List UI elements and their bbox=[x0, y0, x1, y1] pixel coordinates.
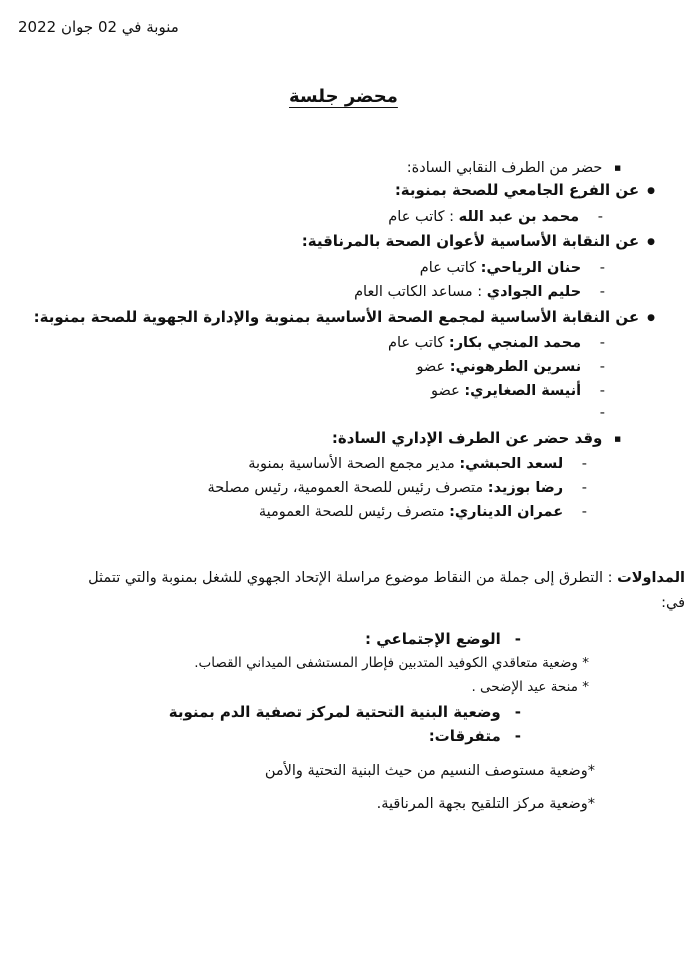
misc-item: *وضعية مركز التلقيح بجهة المرناقية. bbox=[376, 796, 595, 812]
attendance-intro: ■ حضر من الطرف النقابي السادة: bbox=[407, 161, 621, 176]
empty-dash: - bbox=[599, 405, 605, 421]
date-line: منوبة في 02 جوان 2022 bbox=[18, 18, 179, 36]
member-row bbox=[431, 384, 605, 399]
member-name: محمد بن عبد الله bbox=[458, 209, 580, 225]
member-row bbox=[420, 261, 605, 276]
deliberations-continuation: في: bbox=[661, 595, 685, 611]
member-name: أنيسة الصغايري: bbox=[464, 383, 582, 399]
deliberations-label: المداولات bbox=[617, 570, 685, 586]
dialysis-topic: - وضعية البنية التحتية لمركز تصفية الدم بمنوبة bbox=[169, 705, 521, 720]
member-role: متصرف رئيس للصحة العمومية، رئيس مصلحة bbox=[207, 480, 484, 496]
member-role: : كاتب عام bbox=[388, 209, 455, 225]
social-heading: - الوضع الإجتماعي : bbox=[365, 632, 521, 647]
misc-heading: - متفرقات: bbox=[429, 729, 521, 744]
member-row bbox=[207, 481, 587, 496]
social-item: * وضعية متعاقدي الكوفيد المتدبين فإطار المستشفى الميداني القصاب. bbox=[194, 655, 589, 671]
member-name: نسرين الطرهوني: bbox=[449, 359, 582, 375]
deliberations-text: : التطرق إلى جملة من النقاط موضوع مراسلة الإتحاد الجهوي للشغل بمنوبة والتي تتمثل bbox=[88, 570, 613, 586]
member-role: كاتب عام bbox=[419, 260, 477, 276]
member-name: حنان الرياحي: bbox=[480, 260, 582, 276]
member-role: متصرف رئيس للصحة العمومية bbox=[258, 504, 445, 520]
member-name: عمران الديناري: bbox=[449, 504, 564, 520]
member-row bbox=[388, 210, 603, 225]
member-name: لسعد الحبشي: bbox=[459, 456, 564, 472]
admin-heading: ■ وقد حضر عن الطرف الإداري السادة: bbox=[332, 431, 621, 446]
member-name: رضا بوزيد: bbox=[487, 480, 564, 496]
member-name: محمد المنجي بكار: bbox=[448, 335, 582, 351]
member-name: حليم الجوادي bbox=[486, 284, 582, 300]
social-item: * منحة عيد الإضحى . bbox=[471, 679, 589, 695]
member-role: : مساعد الكاتب العام bbox=[354, 284, 483, 300]
member-role: عضو bbox=[416, 359, 446, 375]
deliberations-paragraph bbox=[88, 571, 685, 586]
member-row bbox=[354, 285, 605, 300]
misc-item: *وضعية مستوصف النسيم من حيث البنية التحتية والأمن bbox=[264, 763, 595, 779]
group-heading: ● عن النقابة الأساسية لمجمع الصحة الأساسية بمنوبة والإدارة الجهوية للصحة بمنوبة: bbox=[34, 310, 655, 325]
member-row bbox=[416, 360, 605, 375]
member-role: كاتب عام bbox=[388, 335, 445, 351]
member-role: عضو bbox=[431, 383, 460, 399]
member-row bbox=[388, 336, 605, 351]
member-role: مدير مجمع الصحة الأساسية بمنوبة bbox=[248, 456, 455, 472]
group-heading: ● عن النقابة الأساسية لأعوان الصحة بالمرناقية: bbox=[302, 234, 655, 249]
page-title: محضر جلسة bbox=[289, 86, 398, 107]
group-heading: ● عن الفرع الجامعي للصحة بمنوبة: bbox=[395, 183, 655, 198]
member-row bbox=[259, 505, 587, 520]
member-row bbox=[248, 457, 587, 472]
